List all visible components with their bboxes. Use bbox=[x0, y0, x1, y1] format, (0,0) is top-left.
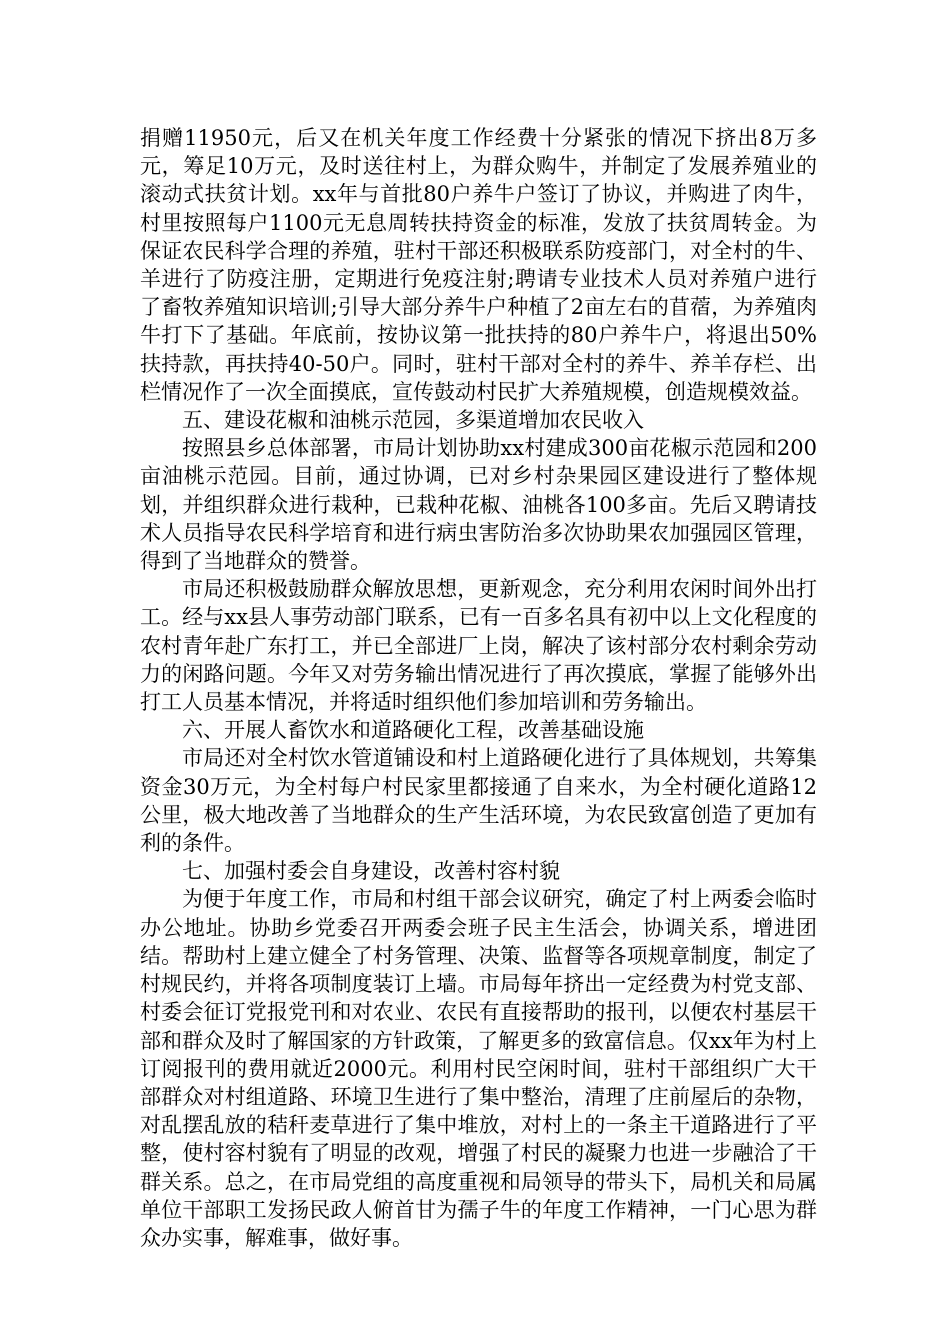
paragraph-labor-export: 市局还积极鼓励群众解放思想，更新观念，充分利用农闲时间外出打工。经与xx县人事劳动部门联系，已有一百多名具有初中以上文化程度的农村青年赴广东打工，并已全部进厂上岗，解决了该村部分农村剩余劳动力的闲路问题。今年又对劳务输出情况进行了再次摸底，掌握了能够外出打工人员基本情况，并将适时组织他们参加培训和劳务输出。 bbox=[140, 577, 817, 715]
document-page bbox=[140, 124, 817, 1252]
section-heading-five: 五、建设花椒和油桃示范园，多渠道增加农民收入 bbox=[182, 408, 644, 433]
paragraph-cattle-program: 捐赠11950元，后又在机关年度工作经费十分紧张的情况下挤出8万多元，筹足10万元，及时送往村上，为群众购牛，并制定了发展养殖业的滚动式扶贫计划。xx年与首批80户养牛户签订了协议，并购进了肉牛，村里按照每户1100元无息周转扶持资金的标准，发放了扶贫周转金。为保证农民科学合理的养殖，驻村干部还积极联系防疫部门，对全村的牛、羊进行了防疫注册，定期进行免疫注射;聘请专业技术人员对养殖户进行了畜牧养殖知识培训;引导大部分养牛户种植了2亩左右的苜蓿，为养殖肉牛打下了基础。年底前，按协议第一批扶持的80户养牛户，将退出50%扶持款，再扶持40-50户。同时，驻村干部对全村的养牛、养羊存栏、出栏情况作了一次全面摸底，宣传鼓动村民扩大养殖规模，创造规模效益。 bbox=[140, 126, 817, 404]
paragraph-village-committee: 为便于年度工作，市局和村组干部会议研究，确定了村上两委会临时办公地址。协助乡党委召开两委会班子民主生活会，协调关系，增进团结。帮助村上建立健全了村务管理、决策、监督等各项规章制度，制定了村规民约，并将各项制度装订上墙。市局每年挤出一定经费为村党支部、村委会征订党报党刊和对农业、农民有直接帮助的报刊，以便农村基层干部和群众及时了解国家的方针政策，了解更多的致富信息。仅xx年为村上订阅报刊的费用就近2000元。利用村民空闲时间，驻村干部组织广大干部群众对村组道路、环境卫生进行了集中整治，清理了庄前屋后的杂物，对乱摆乱放的秸秆麦草进行了集中堆放，对村上的一条主干道路进行了平整，使村容村貌有了明显的改观，增强了村民的凝聚力也进一步融洽了干群关系。总之，在市局党组的高度重视和局领导的带头下，局机关和局属单位干部职工发扬民政人俯首甘为孺子牛的年度工作精神，一门心思为群众办实事，解难事，做好事。 bbox=[140, 887, 817, 1250]
paragraph-orchards: 按照县乡总体部署，市局计划协助xx村建成300亩花椒示范园和200亩油桃示范园。目前，通过协调，已对乡村杂果园区建设进行了整体规划，并组织群众进行栽种，已栽种花椒、油桃各100多亩。先后又聘请技术人员指导农民科学培育和进行病虫害防治多次协助果农加强园区管理，得到了当地群众的赞誉。 bbox=[140, 436, 817, 574]
section-heading-six: 六、开展人畜饮水和道路硬化工程，改善基础设施 bbox=[182, 718, 644, 743]
paragraph-water-roads: 市局还对全村饮水管道铺设和村上道路硬化进行了具体规划，共筹集资金30万元，为全村每户村民家里都接通了自来水，为全村硬化道路12公里，极大地改善了当地群众的生产生活环境，为农民致富创造了更加有利的条件。 bbox=[140, 746, 817, 856]
section-heading-seven: 七、加强村委会自身建设，改善村容村貌 bbox=[182, 859, 560, 884]
